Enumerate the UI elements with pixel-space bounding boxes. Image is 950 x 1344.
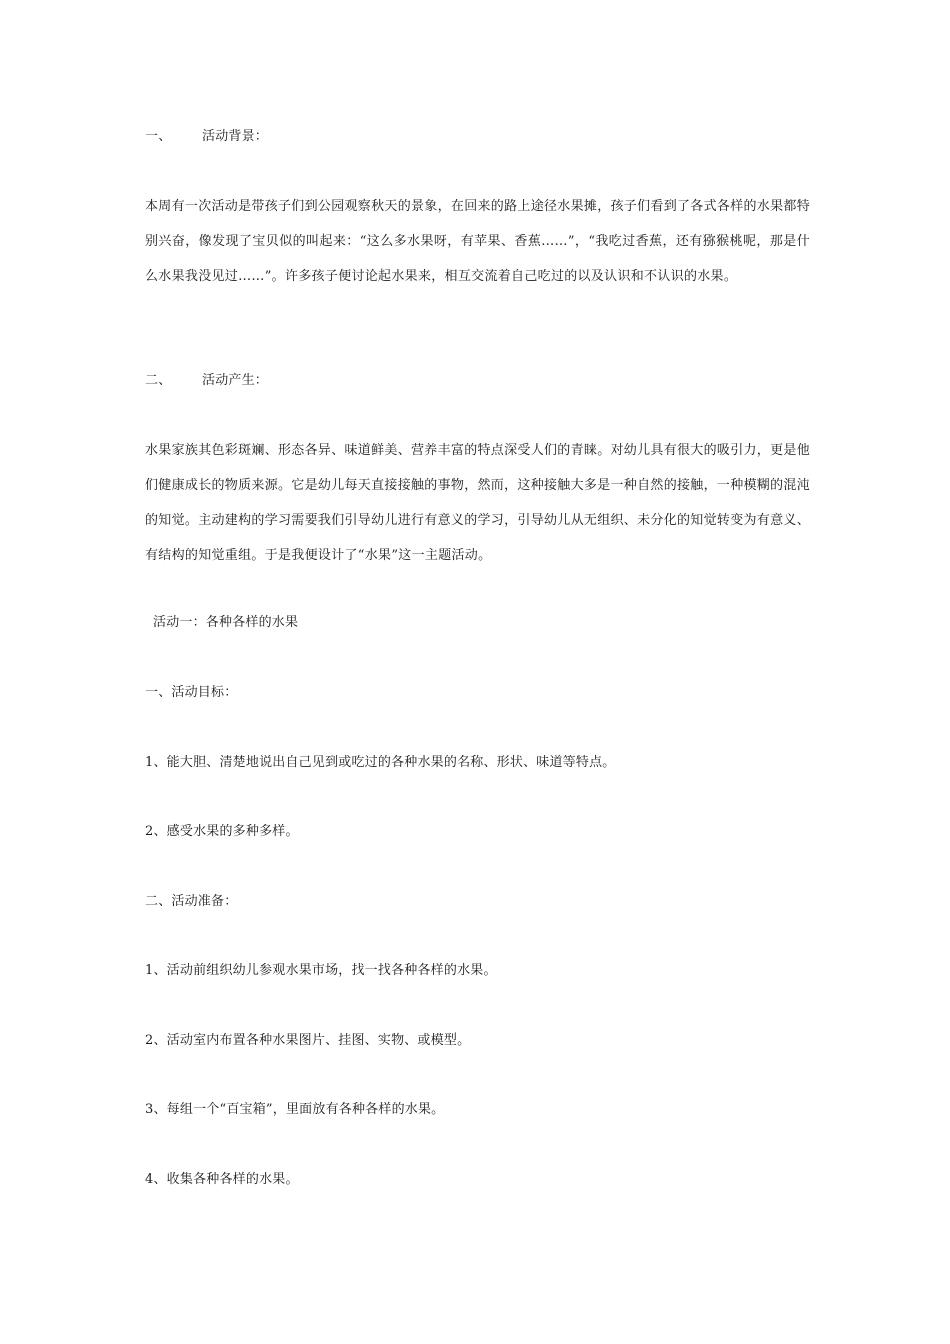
- paragraph-background: 本周有一次活动是带孩子们到公园观察秋天的景象，在回来的路上途径水果摊，孩子们看到了各式各样的水果都特别兴奋，像发现了宝贝似的叫起来：“这么多水果呀，有苹果、香蕉……”，“我吃过香蕉，还有猕猴桃呢，那是什么水果我没见过……”。许多孩子便讨论起水果来，相互交流着自己吃过的以及认识和不认识的水果。: [145, 199, 811, 284]
- goal-item: 2、感受水果的多种多样。: [145, 824, 299, 839]
- activity-title: 活动一：各种各样的水果: [153, 615, 299, 630]
- section-number: 二、: [145, 373, 172, 388]
- prep-item: 1、活动前组织幼儿参观水果市场，找一找各种各样的水果。: [145, 963, 497, 978]
- prep-item: 4、收集各种各样的水果。: [145, 1172, 299, 1187]
- prep-item: 3、每组一个“百宝箱”，里面放有各种各样的水果。: [145, 1102, 445, 1117]
- section-heading-origin: [145, 372, 268, 390]
- goal-item: 1、能大胆、清楚地说出自己见到或吃过的各种水果的名称、形状、味道等特点。: [145, 755, 616, 770]
- goals-heading: 一、活动目标：: [145, 685, 238, 700]
- section-title: 活动背景：: [202, 129, 269, 144]
- prep-item: 2、活动室内布置各种水果图片、挂图、实物、或模型。: [145, 1033, 471, 1048]
- section-heading-background: [145, 128, 268, 146]
- section-title: 活动产生：: [202, 373, 269, 388]
- section-number: 一、: [145, 129, 172, 144]
- prep-heading: 二、活动准备：: [145, 894, 238, 909]
- paragraph-origin: 水果家族其色彩斑斓、形态各异、味道鲜美、营养丰富的特点深受人们的青睐。对幼儿具有很大的吸引力，更是他们健康成长的物质来源。它是幼儿每天直接接触的事物，然而，这种接触大多是一种自然的接触，一种模糊的混沌的知觉。主动建构的学习需要我们引导幼儿进行有意义的学习，引导幼儿从无组织、未分化的知觉转变为有意义、有结构的知觉重组。于是我便设计了“水果”这一主题活动。: [145, 443, 811, 563]
